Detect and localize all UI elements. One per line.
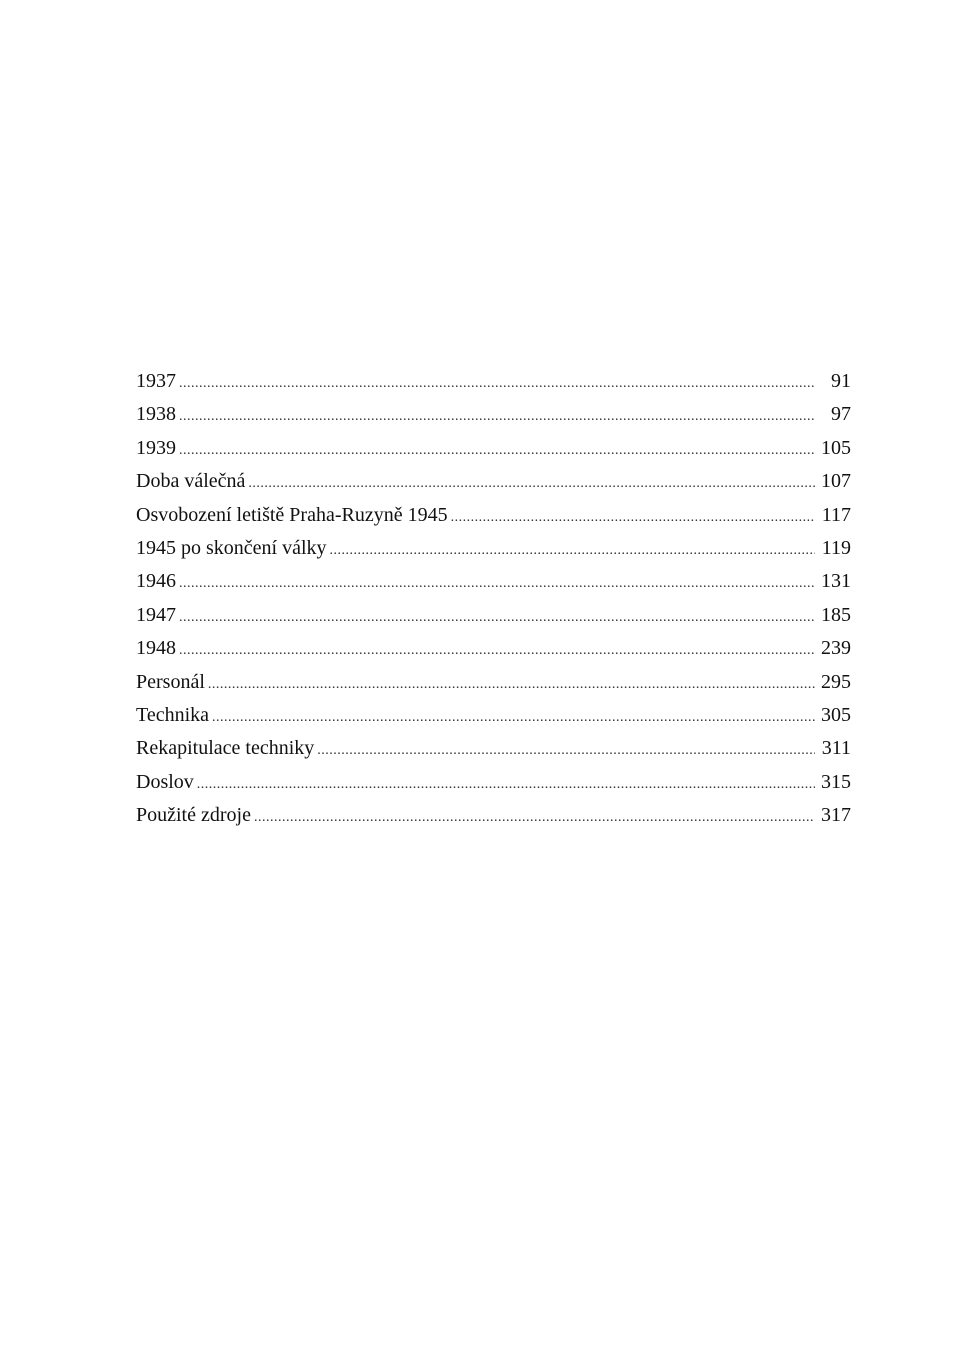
toc-dot-leader (179, 367, 815, 400)
toc-entry-title: Doba válečná (136, 470, 246, 493)
toc-entry-page: 295 (821, 670, 851, 693)
toc-entry (136, 398, 851, 431)
toc-entry-page: 131 (821, 570, 851, 593)
toc-entry (136, 766, 851, 799)
toc-entry (136, 499, 851, 532)
toc-entry (136, 732, 851, 765)
toc-entry-title: Doslov (136, 770, 194, 793)
toc-entry-title: 1947 (136, 603, 176, 626)
toc-dot-leader (254, 801, 815, 834)
toc-entry-title: 1946 (136, 570, 176, 593)
toc-dot-leader (212, 701, 815, 734)
toc-dot-leader (179, 400, 815, 433)
toc-entry-page: 105 (821, 436, 851, 459)
toc-entry-title: Technika (136, 703, 210, 726)
toc-entry-page: 317 (821, 804, 851, 827)
toc-entry-page: 305 (821, 703, 851, 726)
toc-entry-page: 107 (821, 470, 851, 493)
toc-entry-page: 185 (821, 603, 851, 626)
toc-entry (136, 632, 851, 665)
toc-dot-leader (208, 668, 815, 701)
toc-entry (136, 699, 851, 732)
toc-entry-title: 1937 (136, 370, 176, 392)
toc-entry (136, 532, 851, 565)
toc-entry-title: Rekapitulace techniky (136, 737, 315, 760)
toc-entry-page: 239 (821, 637, 851, 660)
toc-entry-title: Osvobození letiště Praha-Ruzyně 1945 (136, 503, 448, 526)
toc-entry-title: 1939 (136, 436, 176, 459)
toc-entry-title: Použité zdroje (136, 804, 251, 827)
toc-dot-leader (317, 734, 815, 767)
toc-entry (136, 465, 851, 498)
toc-dot-leader (197, 768, 815, 801)
toc-entry (136, 565, 851, 598)
toc-entry-title: 1948 (136, 637, 176, 660)
toc-entry-page: 119 (821, 536, 851, 559)
table-of-contents (136, 365, 851, 832)
toc-entry (136, 666, 851, 699)
toc-entry-page: 91 (831, 370, 851, 392)
toc-entry (136, 599, 851, 632)
toc-entry (136, 432, 851, 465)
toc-dot-leader (248, 467, 815, 500)
toc-entry-page: 97 (831, 403, 851, 426)
toc-entry-title: Personál (136, 670, 205, 693)
toc-entry-title: 1938 (136, 403, 176, 426)
toc-entry (136, 799, 851, 832)
toc-entry-page: 117 (821, 503, 851, 526)
toc-dot-leader (179, 567, 815, 600)
toc-entry (136, 365, 851, 398)
toc-entry-page: 311 (821, 737, 851, 760)
toc-dot-leader (179, 601, 815, 634)
toc-entry-page: 315 (821, 770, 851, 793)
toc-dot-leader (330, 534, 815, 567)
toc-dot-leader (179, 434, 815, 467)
toc-entry-title: 1945 po skončení války (136, 536, 327, 559)
toc-dot-leader (179, 634, 815, 667)
toc-dot-leader (451, 501, 815, 534)
